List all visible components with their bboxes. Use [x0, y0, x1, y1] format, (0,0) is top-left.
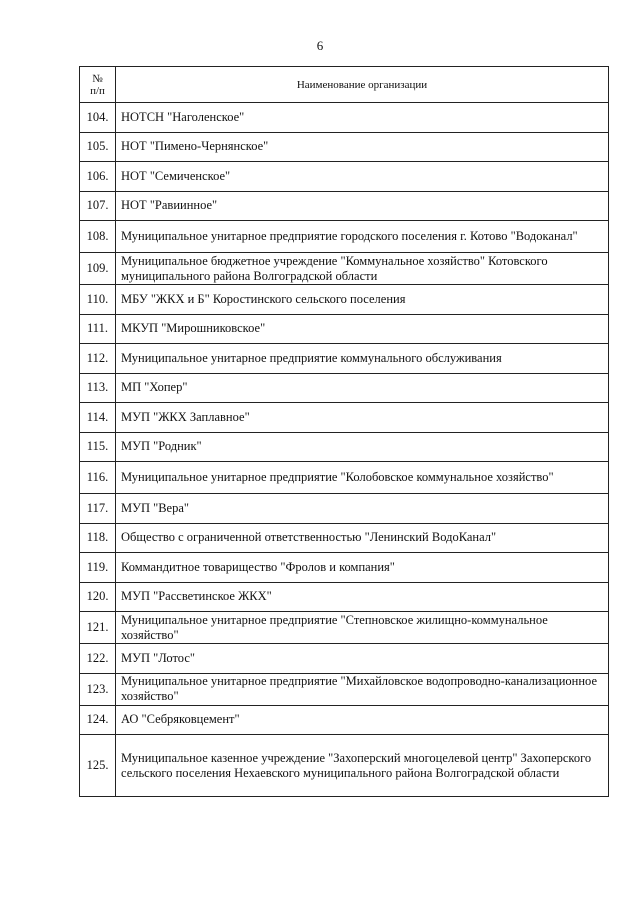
table-row	[80, 644, 609, 674]
number-abbrev: п/п	[90, 84, 105, 97]
row-number: 117.	[80, 494, 116, 524]
organization-name: Муниципальное унитарное предприятие "Михайловское водопроводно-канализационное хозяйство"	[116, 673, 609, 705]
table-row	[80, 705, 609, 735]
table-row	[80, 314, 609, 344]
row-number: 121.	[80, 612, 116, 644]
table-row	[80, 373, 609, 403]
number-sign: №	[92, 72, 103, 85]
table-row	[80, 523, 609, 553]
row-number: 111.	[80, 314, 116, 344]
row-number: 113.	[80, 373, 116, 403]
row-number: 107.	[80, 191, 116, 221]
table-header-row	[80, 67, 609, 103]
table-row	[80, 103, 609, 133]
organization-name: Коммандитное товарищество "Фролов и компания"	[116, 553, 609, 583]
organization-name: НОТ "Семиченское"	[116, 162, 609, 192]
name-column-header: Наименование организации	[116, 67, 609, 103]
table-row	[80, 582, 609, 612]
table-row	[80, 403, 609, 433]
row-number: 118.	[80, 523, 116, 553]
row-number: 110.	[80, 285, 116, 315]
row-number: 106.	[80, 162, 116, 192]
organization-name: АО "Себряковцемент"	[116, 705, 609, 735]
row-number: 120.	[80, 582, 116, 612]
row-number: 114.	[80, 403, 116, 433]
organization-name: МУП "Вера"	[116, 494, 609, 524]
row-number: 124.	[80, 705, 116, 735]
organization-name: НОТ "Равиинное"	[116, 191, 609, 221]
table-row	[80, 494, 609, 524]
organization-name: МКУП "Мирошниковское"	[116, 314, 609, 344]
row-number: 125.	[80, 735, 116, 797]
table-row	[80, 673, 609, 705]
organization-name: МУП "Родник"	[116, 432, 609, 462]
row-number: 123.	[80, 673, 116, 705]
row-number: 119.	[80, 553, 116, 583]
table-row	[80, 735, 609, 797]
number-column-header	[80, 67, 116, 103]
organization-name: МУП "Лотос"	[116, 644, 609, 674]
row-number: 108.	[80, 221, 116, 253]
table-row	[80, 553, 609, 583]
organization-name: Муниципальное унитарное предприятие коммунального обслуживания	[116, 344, 609, 374]
row-number: 122.	[80, 644, 116, 674]
table-row	[80, 612, 609, 644]
organization-name: НОТ "Пимено-Чернянское"	[116, 132, 609, 162]
table-row	[80, 432, 609, 462]
table-row	[80, 162, 609, 192]
row-number: 112.	[80, 344, 116, 374]
organization-name: Муниципальное унитарное предприятие городского поселения г. Котово "Водоканал"	[116, 221, 609, 253]
row-number: 105.	[80, 132, 116, 162]
table-row	[80, 285, 609, 315]
organization-name: Муниципальное унитарное предприятие "Колобовское коммунальное хозяйство"	[116, 462, 609, 494]
table-row	[80, 191, 609, 221]
page-number: 6	[316, 38, 324, 53]
organization-name: МУП "Рассветинское ЖКХ"	[116, 582, 609, 612]
organization-name: Муниципальное казенное учреждение "Захоперский многоцелевой центр" Захоперского сельского поселения Нехаевского муниципального района Волгоградской области	[116, 735, 609, 797]
organization-name: МУП "ЖКХ Заплавное"	[116, 403, 609, 433]
organizations-table	[79, 66, 609, 797]
organization-name: Муниципальное унитарное предприятие "Степновское жилищно-коммунальное хозяйство"	[116, 612, 609, 644]
table-row	[80, 344, 609, 374]
row-number: 109.	[80, 253, 116, 285]
table-row	[80, 462, 609, 494]
row-number: 104.	[80, 103, 116, 133]
organization-name: МБУ "ЖКХ и Б" Коростинского сельского поселения	[116, 285, 609, 315]
table-row	[80, 221, 609, 253]
table-row	[80, 132, 609, 162]
organization-name: НОТСН "Наголенское"	[116, 103, 609, 133]
table-row	[80, 253, 609, 285]
organization-name: Муниципальное бюджетное учреждение "Коммунальное хозяйство" Котовского муниципального района Волгоградской области	[116, 253, 609, 285]
organization-name: Общество с ограниченной ответственностью "Ленинский ВодоКанал"	[116, 523, 609, 553]
row-number: 115.	[80, 432, 116, 462]
organization-name: МП "Хопер"	[116, 373, 609, 403]
row-number: 116.	[80, 462, 116, 494]
